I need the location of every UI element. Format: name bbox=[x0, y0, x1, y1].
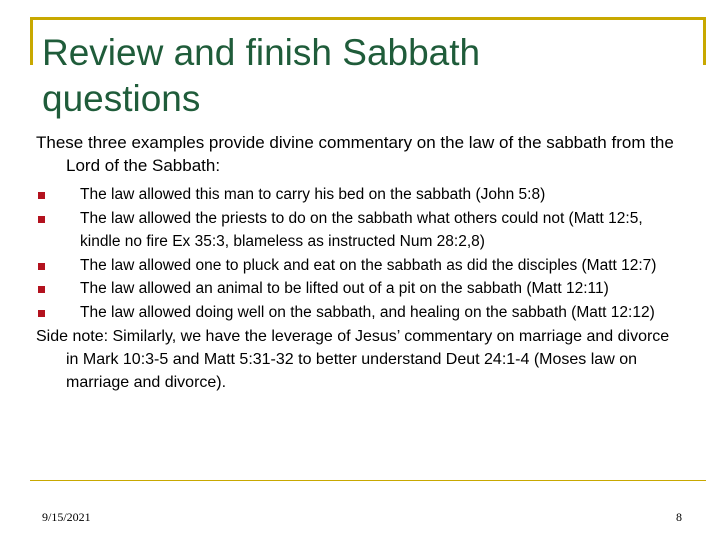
slide-title bbox=[42, 30, 682, 122]
square-bullet-icon bbox=[38, 286, 45, 293]
bullet-item bbox=[36, 183, 686, 207]
bullet-text: The law allowed this man to carry his bed on the sabbath (John 5:8) bbox=[80, 186, 546, 203]
bullet-text: The law allowed an animal to be lifted out of a pit on the sabbath (Matt 12:11) bbox=[80, 280, 609, 297]
side-note-paragraph: Side note: Similarly, we have the leverage of Jesus’ commentary on marriage and divorce in Mark 10:3-5 and Matt 5:31-32 to better understand Deut 24:1-4 (Moses law on marriage and divorce). bbox=[36, 328, 670, 391]
bullet-text: The law allowed doing well on the sabbath, and healing on the sabbath (Matt 12:12) bbox=[80, 303, 655, 321]
bullet-list bbox=[36, 183, 686, 324]
square-bullet-icon bbox=[38, 310, 45, 317]
frame-right-border bbox=[703, 17, 706, 65]
square-bullet-icon bbox=[38, 263, 45, 270]
page-number: 8 bbox=[676, 510, 682, 524]
footer-divider bbox=[30, 480, 706, 481]
bullet-text: The law allowed one to pluck and eat on the sabbath as did the disciples (Matt 12:7) bbox=[80, 256, 657, 274]
square-bullet-icon bbox=[38, 216, 45, 223]
slide-body bbox=[36, 131, 686, 394]
slide-title-line: Review and finish Sabbath bbox=[42, 32, 481, 73]
frame-left-border bbox=[30, 17, 33, 65]
square-bullet-icon bbox=[38, 192, 45, 199]
bullet-item bbox=[36, 254, 686, 278]
bullet-item bbox=[36, 301, 686, 325]
bullet-item bbox=[36, 207, 686, 254]
frame-top-border bbox=[30, 17, 706, 20]
bullet-text: The law allowed the priests to do on the sabbath what others could not (Matt 12:5, kindle no fire Ex 35:3, blameless as instructed Num 28:2,8) bbox=[80, 209, 643, 250]
intro-paragraph: These three examples provide divine commentary on the law of the sabbath from the Lord of the Sabbath: bbox=[36, 133, 674, 175]
slide-title-line: questions bbox=[42, 78, 201, 119]
footer-date: 9/15/2021 bbox=[42, 510, 91, 524]
bullet-item bbox=[36, 277, 686, 301]
